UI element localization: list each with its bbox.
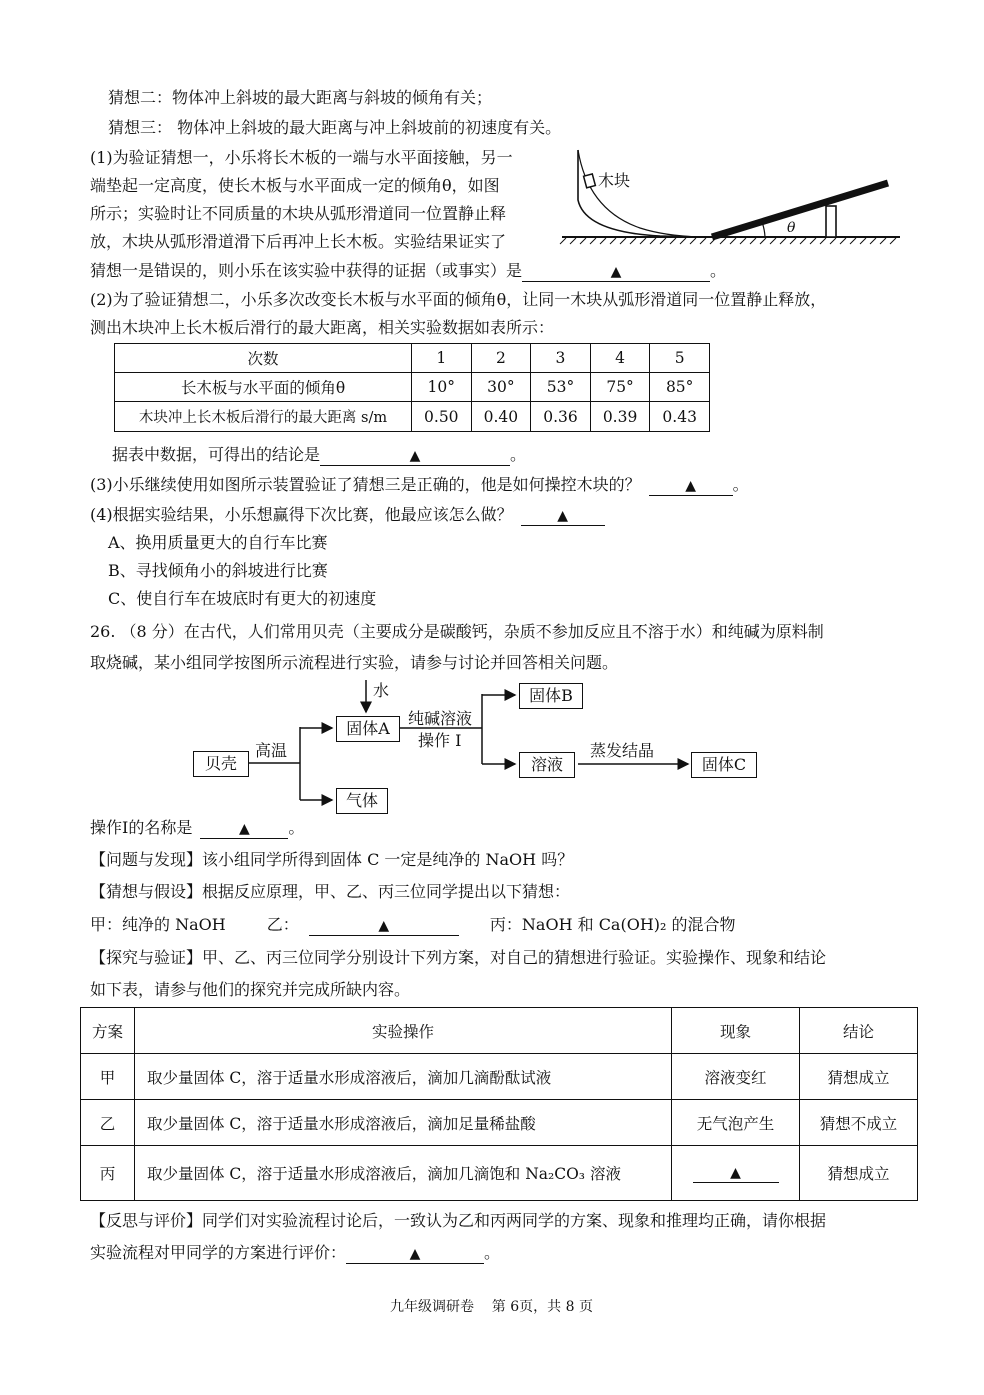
table-cell: 0.39 [590, 402, 650, 432]
table-cell: 取少量固体 C，溶于适量水形成溶液后，滴加足量稀盐酸 [135, 1100, 672, 1146]
part1-line2: 端垫起一定高度，使长木板与水平面成一定的倾角θ，如图 [90, 176, 500, 195]
part2-line1: (2)为了验证猜想二，小乐多次改变长木板与水平面的倾角θ，让同一木块从弧形滑道同一位置静止释放， [90, 290, 827, 309]
answer-mark: ▲ [610, 264, 622, 280]
flow-box-solid-c: 固体C [691, 752, 757, 778]
period: 。 [484, 1243, 501, 1262]
flow-label-evaporate: 蒸发结晶 [590, 741, 655, 760]
part1-line3: 所示；实验时让不同质量的木块从弧形滑道同一位置静止释 [90, 204, 507, 223]
reflect-line1: 【反思与评价】同学们对实验流程讨论后，一致认为乙和丙两同学的方案、现象和推理均正确，请你根据 [90, 1211, 827, 1230]
figure-angle-label: θ [787, 220, 796, 236]
answer-mark: ▲ [685, 478, 697, 494]
flow-box-solid-a: 固体A [336, 716, 400, 742]
hypothesis-3: 猜想三： 物体冲上斜坡的最大距离与冲上斜坡前的初速度有关。 [108, 118, 562, 137]
answer-blank-7[interactable] [693, 1163, 779, 1183]
q26-intro-line1: 26. （8 分）在古代，人们常用贝壳（主要成分是碳酸钙，杂质不参加反应且不溶于水）和纯碱为原料制 [90, 622, 824, 641]
hypothesis-2: 猜想二：物体冲上斜坡的最大距离与斜坡的倾角有关； [108, 88, 493, 107]
table-cell: 无气泡产生 [672, 1100, 800, 1146]
explore-line2: 如下表，请参与他们的探究并完成所缺内容。 [90, 980, 411, 999]
part4-text: (4)根据实验结果，小乐想赢得下次比赛，他最应该怎么做？ [90, 505, 513, 524]
table-cell: 1 [412, 344, 472, 373]
flow-box-shell: 贝壳 [193, 751, 249, 777]
table-header: 方案 [81, 1008, 135, 1054]
part2-conclusion-text: 据表中数据，可得出的结论是 [112, 445, 321, 464]
option-a: A、换用质量更大的自行车比赛 [108, 533, 328, 552]
guess-bing: 丙：NaOH 和 Ca(OH)₂ 的混合物 [489, 915, 736, 934]
flow-box-solution: 溶液 [519, 752, 575, 778]
part1-line5-text: 猜想一是错误的，则小乐在该实验中获得的证据（或事实）是 [90, 261, 523, 280]
answer-mark: ▲ [409, 448, 421, 464]
table-cell [672, 1146, 800, 1201]
table-cell: 取少量固体 C，溶于适量水形成溶液后，滴加几滴酚酞试液 [135, 1054, 672, 1100]
flow-label-water: 水 [373, 681, 390, 700]
period: 。 [732, 475, 749, 494]
question-discovery: 【问题与发现】该小组同学所得到固体 C 一定是纯净的 NaOH 吗？ [90, 850, 574, 869]
answer-blank-5[interactable] [200, 819, 288, 839]
table-cell: 2 [471, 344, 531, 373]
page-footer: 九年级调研卷 第 6页，共 8 页 [390, 1299, 593, 1315]
table-header: 实验操作 [135, 1008, 672, 1054]
table-cell: 3 [531, 344, 591, 373]
flow-label-operation: 操作 I [418, 731, 462, 750]
table-cell: 5 [650, 344, 710, 373]
table-header: 结论 [800, 1008, 918, 1054]
experiment-table [80, 1007, 918, 1201]
operation-name [90, 817, 304, 839]
table-cell: 猜想成立 [800, 1054, 918, 1100]
reflect-line2-text: 实验流程对甲同学的方案进行评价： [90, 1243, 347, 1262]
table-row-header: 次数 [115, 344, 412, 373]
period: 。 [288, 818, 305, 837]
answer-blank-8[interactable] [346, 1244, 484, 1264]
table-cell: 猜想不成立 [800, 1100, 918, 1146]
answer-mark: ▲ [409, 1246, 421, 1262]
table-cell: 甲 [81, 1054, 135, 1100]
answer-mark: ▲ [238, 821, 250, 837]
table-cell: 0.40 [471, 402, 531, 432]
part1-line4: 放，木块从弧形滑道滑下后再冲上长木板。实验结果证实了 [90, 232, 507, 251]
table-cell: 猜想成立 [800, 1146, 918, 1201]
table-cell: 85° [650, 373, 710, 402]
figure-block-label: 木块 [598, 171, 631, 190]
flow-box-solid-b: 固体B [519, 683, 583, 709]
option-c: C、使自行车在坡底时有更大的初速度 [108, 589, 377, 608]
table-cell: 0.50 [412, 402, 472, 432]
table-header: 现象 [672, 1008, 800, 1054]
table-cell: 4 [590, 344, 650, 373]
guess-jia: 甲：纯净的 NaOH [90, 915, 226, 934]
answer-mark: ▲ [378, 918, 390, 934]
part1-line1: (1)为验证猜想一，小乐将长木板的一端与水平面接触，另一 [90, 148, 513, 167]
q26-intro-line2: 取烧碱，某小组同学按图所示流程进行实验，请参与讨论并回答相关问题。 [90, 653, 619, 672]
operation-name-text: 操作I的名称是 [90, 818, 193, 837]
part2-line2: 测出木块冲上长木板后滑行的最大距离，相关实验数据如表所示： [90, 318, 555, 337]
explore-line1: 【探究与验证】甲、乙、丙三位同学分别设计下列方案，对自己的猜想进行验证。实验操作、现象和结论 [90, 948, 827, 967]
guess-yi: 乙： [266, 915, 299, 934]
table-row-header: 木块冲上长木板后滑行的最大距离 s/m [115, 402, 412, 432]
table-cell: 30° [471, 373, 531, 402]
guesses [90, 914, 736, 936]
table-cell: 0.36 [531, 402, 591, 432]
table-cell: 取少量固体 C，溶于适量水形成溶液后，滴加几滴饱和 Na₂CO₃ 溶液 [135, 1146, 672, 1201]
option-b: B、寻找倾角小的斜坡进行比赛 [108, 561, 328, 580]
table-cell: 溶液变红 [672, 1054, 800, 1100]
hypothesis-intro: 【猜想与假设】根据反应原理，甲、乙、丙三位同学提出以下猜想： [90, 882, 571, 901]
table-cell: 0.43 [650, 402, 710, 432]
table-row-header: 长木板与水平面的倾角θ [115, 373, 412, 402]
flow-box-gas: 气体 [336, 788, 388, 814]
flow-label-high-temp: 高温 [255, 741, 288, 760]
answer-mark: ▲ [557, 508, 569, 524]
answer-blank-6[interactable] [309, 916, 459, 936]
flow-label-soda-solution: 纯碱溶液 [408, 709, 473, 728]
part3-text: (3)小乐继续使用如图所示装置验证了猜想三是正确的，他是如何操控木块的？ [90, 475, 641, 494]
table-cell: 乙 [81, 1100, 135, 1146]
table-cell: 10° [412, 373, 472, 402]
reflect-line2 [90, 1242, 500, 1264]
period: 。 [710, 261, 727, 280]
table-cell: 丙 [81, 1146, 135, 1201]
answer-mark: ▲ [730, 1165, 741, 1181]
table-cell: 53° [531, 373, 591, 402]
table-cell: 75° [590, 373, 650, 402]
period: 。 [510, 445, 527, 464]
